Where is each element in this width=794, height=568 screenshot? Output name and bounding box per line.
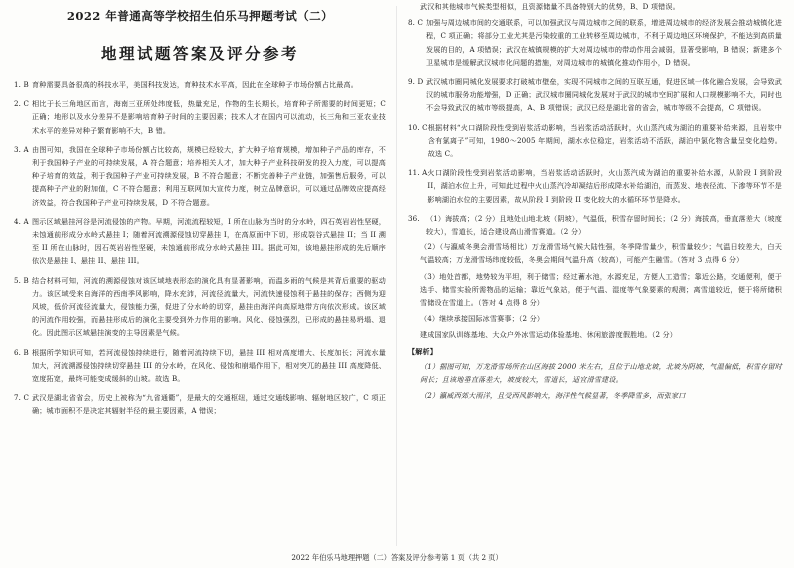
q36-part-4: （4）继续承接国际冰雪赛事；（2 分） bbox=[420, 314, 545, 324]
answer-item-1 bbox=[14, 78, 386, 91]
answer-text: 由图可知，我国在全球种子市场份额占比较高，规模已经较大，扩大种子培育规模，增加种子产品的库存，不利于我国种子产业的可持续发展，A 符合题意；培养相关人才，加大种子产业科技研发的投入力度，可以提高种子培育的效益，利于我国种子产业可持续发展，B 不符合题意；不断完善种子产业链，加强售后服务，可以提高种子产业的附加值，C 不符合题意；利用互联网加大宣传力度，树立品牌意识，可以通过品牌效应提高经济效益，符合我国种子产业可持续发展，D 不符合题意。 bbox=[32, 144, 386, 207]
answer-item-8 bbox=[408, 16, 782, 69]
answer-item-6 bbox=[14, 346, 386, 386]
document-title: 地理试题答案及评分参考 bbox=[100, 44, 299, 63]
answer-text: 武汉是湖北省省会，历史上被称为“九省通衢”，是最大的交通枢纽，通过交通线影响、辐射地区较广，C 项正确；城市面积不是决定其辐射半径的最主要因素，A 错误； bbox=[32, 393, 386, 416]
answer-item-11 bbox=[408, 166, 782, 206]
right-column bbox=[408, 0, 782, 405]
answer-text: 武汉城市圈同城化发展要求打破城市壁垒，实现不同城市之间的互联互通，促进区域一体化融合发展，会导致武汉的城市服务功能增强，D 正确；武汉城市圈同城化发展对于武汉的城市空间扩展和人口规模影响不大，同时也不会导致武汉的城市等级提高，A、B 项错误；武汉已经是湖北省的省会，城市等级不会提高，C 项错误。 bbox=[426, 77, 782, 113]
answer-number: 10. C bbox=[408, 122, 428, 132]
q36-part-4-continued: 建成国家队训练基地、大众户外冰雪运动体验基地、休闲旅游度假胜地。（2 分） bbox=[420, 330, 678, 340]
page-footer: 2022 年伯乐马地理押题（二）答案及评分参考第 1 页（共 2 页） bbox=[291, 553, 503, 562]
answer-number: 36. bbox=[408, 213, 420, 223]
answer-item-3 bbox=[14, 143, 386, 209]
answer-text: 相比于长三角地区而言，海南三亚所处纬度低，热量充足，作物的生长期长，培育种子所需要的时间更短；C 正确；地形以及水分差异不是影响培育种子时间的主要因素；技术人才在国内可以流动，长三角和三亚农业技术水平的差异对种子繁育影响不大，B 错。 bbox=[32, 99, 386, 135]
q36-part-3: （3）地处首都，地势较为平坦，利于储雪；经过蓄水池，水源充足，方便人工造雪；靠近公路，交通便利，便于选手、储雪实验所需物品的运输；靠近气象站，便于气温、湿度等气象要素的观测；离雪道较近，便于将所储积雪储设在雪道上。（答对 4 点得 8 分） bbox=[420, 271, 782, 308]
answer-item-10 bbox=[408, 121, 782, 161]
q36-part-2: （2）（与瀛威冬奥会滑雪场相比）万龙滑雪场气候大陆性强，冬季降雪量少，积雪量较少；气温日较差大，白天气温较高；万龙滑雪场纬度较低，冬奥会期间气温升高（较高），可能产生融雪。（答对 3 点得 6 分） bbox=[420, 242, 782, 265]
answer-text: 加强与周边城市间的交通联系，可以加强武汉与周边城市之间的联系，增进周边城市的经济发展会推动城镇化进程，C 项正确；将部分工业尤其是污染较重的工业转移至周边城市，不利于周边地区环境保护，不能达到高质量发展的目的，A 项错误；武汉在城镇规模的扩大对周边城市的带动作用会减弱，显著受影响，B 错误；新建多个卫星城市是缓解武汉城市化问题的措施，对周边城市的城镇化推动作用小，D 错误。 bbox=[426, 18, 782, 67]
answer-item-2 bbox=[14, 97, 386, 137]
answer-text: （1）海拔高；（2 分）且地处山地北坡（阴坡），气温低，积雪存留时间长；（2 分）海拔高，垂直落差大（坡度较大），雪道长，适合建设高山滑雪赛道。（2 分） bbox=[426, 213, 782, 237]
answer-number: 3. A bbox=[14, 144, 29, 154]
answer-text: 根据材料“火口湖阶段性受到岩浆活动影响，当岩浆活动活跃时，火山蒸汽成为湖泊的重要补给来源，且岩浆中含有氯离子”可知，1980～2005 年期间，湖水水位稳定，岩浆活动不活跃，湖泊中氯化物含量呈变化趋势。故选 C。 bbox=[427, 122, 782, 159]
answer-text: 火口湖阶段性受到岩浆活动影响，当岩浆活动活跃时，火山蒸汽成为湖泊的重要补给水源，从阶段 I 到阶段 II，湖泊水位上升，可知此过程中火山蒸汽冷却凝结后形成降水补给湖泊，而蒸发、地表径流、下渗等环节不是影响湖泊水位的主要因素，故从阶段 I 到阶段 II 变化较大的水循环环节是降水。 bbox=[427, 168, 782, 204]
answer-number: 9. D bbox=[408, 77, 424, 87]
answer-item-5 bbox=[14, 274, 386, 340]
answer-item-7 bbox=[14, 391, 386, 417]
answer-number: 7. C bbox=[14, 393, 30, 403]
analysis-label: 【解析】 bbox=[408, 346, 437, 356]
analysis-paragraph-1: （1）据图可知，万龙滑雪场所在山区海拔 2000 米左右，且位于山地北坡，北坡为阴坡，气温偏低，积雪存留时间长；且该地垂直落差大，坡度较大，雪道长，适宜滑雪建设。 bbox=[420, 361, 782, 385]
answer-number: 8. C bbox=[408, 18, 424, 28]
answer-number: 1. B bbox=[14, 80, 29, 89]
answer-number: 5. B bbox=[14, 275, 29, 285]
left-column bbox=[14, 8, 386, 424]
answer-text: 根据所学知识可知，若河流侵蚀持续进行，随着河流持续下切，悬挂 III 相对高度增大、长度加长；河流水量加大，河流溯源侵蚀持续切穿悬挂 III 的分水岭，在风化、侵蚀和崩塌作用下，相对突兀的悬挂 III 高度降低、宽度拓宽，最终可能变成缓斜的山坡。故选 B。 bbox=[32, 347, 386, 384]
answer-text: 图示区域悬挂河谷是河流侵蚀的产物。早期，河流流程较短，I 所在山脉为当时的分水岭，四石英岩岩性坚硬，未蚀通前形成分水岭式悬挂 I；随着河流溯源侵蚀切穿悬挂 I，在高原面中下切，形成裂谷式悬挂 II；当 II 溯至 II 所在山脉时，因石英岩岩性坚硬，未蚀通前形成分水岭式悬挂 III。据此可知，该地悬挂形成的先后顺序依次是悬挂 I、悬挂 II、悬挂 III。 bbox=[32, 216, 386, 266]
answer-item-9 bbox=[408, 75, 782, 115]
answer-text: 育种需要具备很高的科技水平，美国科技发达，育种技术水平高，因此在全球种子市场份额占比最高。 bbox=[32, 80, 358, 89]
answer-number: 2. C bbox=[14, 99, 30, 109]
answer-number: 11. A bbox=[408, 168, 428, 178]
analysis-paragraph-2: （2）瀛威西郊大雨洋，且受西风影响大，海洋性气候显著，冬季降雪多，而张家口 bbox=[420, 391, 686, 401]
exam-title: 2022 年普通高等学校招生伯乐马押题考试（二） bbox=[66, 9, 334, 23]
answer-number: 4. A bbox=[14, 216, 29, 226]
answer-item-36 bbox=[408, 212, 782, 238]
column-divider bbox=[396, 6, 397, 546]
answer-text: 结合材料可知，河流的溯源侵蚀对该区域地表形态的演化具有显著影响，而温多雨的气候是其背后重要的驱动力。该区域受来自海洋的西南季风影响，降水充沛，河流径流量大，河流快速侵蚀利于悬挂的保存；西侧为迎风坡，低价河流径流量大，侵蚀能力强，促进了分水岭的切穿，悬挂由海洋向高原地带方向依次形成。该区域的河流作用较强，而悬挂形成后的演化主要受到外力作用的影响。风化、侵蚀强烈，已形成的悬挂易坍塌、退化。因此图示区域悬挂演变的主导因素是气候。 bbox=[32, 275, 386, 338]
answer-item-4 bbox=[14, 215, 386, 268]
answer-number: 6. B bbox=[14, 347, 29, 357]
answer-7-continued: 武汉和其他城市气候类型相似，且资源储量不具备特别大的优势，B、D 项错误。 bbox=[420, 2, 680, 11]
